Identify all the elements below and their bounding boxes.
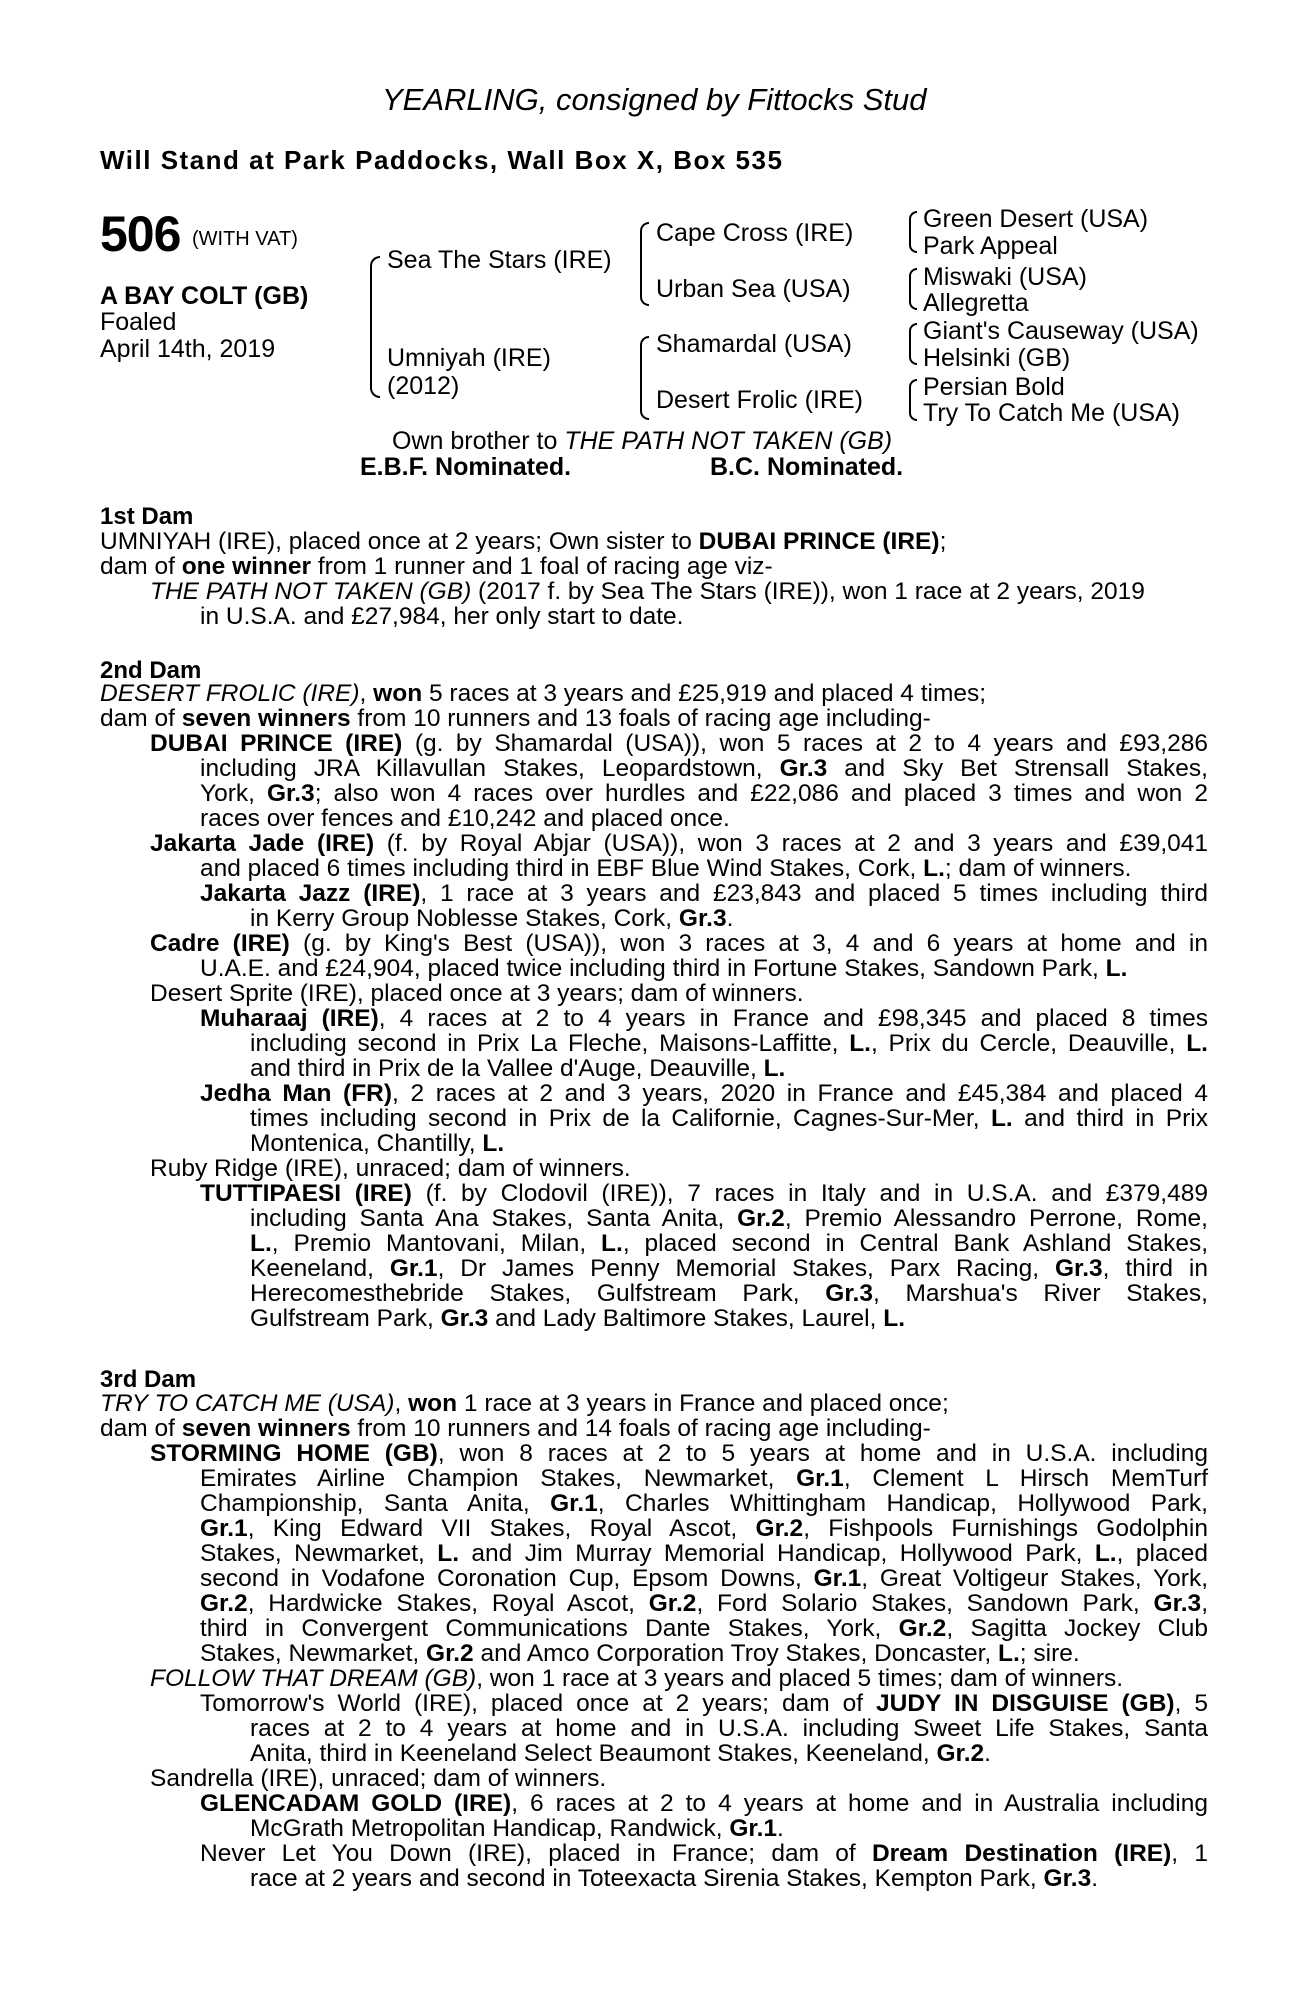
text-run: Gr.3 [440, 1305, 489, 1332]
text-run: STORMING HOME (GB) [150, 1440, 438, 1467]
text-run: won [373, 680, 423, 707]
progeny-line [200, 881, 1208, 906]
progeny-line [250, 1256, 1208, 1281]
pedigree-brace-main [370, 256, 380, 398]
progeny-line [150, 931, 1208, 956]
text-run: L. [437, 1540, 460, 1567]
progeny-line: races over fences and £10,242 and placed once. [200, 805, 730, 832]
text-run: ; sire. [1019, 1640, 1080, 1667]
text-run: Gr.3 [825, 1280, 873, 1307]
third-dam-line [100, 1416, 931, 1441]
sire: Sea The Stars (IRE) [387, 246, 612, 274]
text-run: , won 8 races at 2 to 5 years at home and in U.S.A. including [437, 1440, 1209, 1467]
text-run: ; dam of winners. [944, 855, 1132, 882]
text-run: , 5 [1174, 1690, 1208, 1717]
text-run: Gulfstream Park, [250, 1305, 441, 1332]
text-run: U.A.E. and £24,904, placed twice including third in Fortune Stakes, Sandown Park, [200, 955, 1106, 982]
text-run: Gr.1 [389, 1255, 438, 1282]
text-run: (g. by King's Best (USA)), won 3 races at 3, 4 and 6 years at home and in [289, 930, 1208, 957]
text-run: , Charles Whittingham Handicap, Hollywood Park, [597, 1490, 1208, 1517]
text-run: Gr.3 [779, 755, 828, 782]
text-run: Tomorrow's World (IRE), placed once at 2 years; dam of [200, 1690, 877, 1717]
text-run: Dream Destination (IRE) [871, 1840, 1172, 1867]
text-run: , Dr James Penny Memorial Stakes, Parx Racing, [437, 1255, 1055, 1282]
text-run: , [394, 1390, 409, 1417]
progeny-line [200, 756, 1208, 781]
first-dam-line [100, 529, 946, 554]
progeny-line [150, 831, 1208, 856]
text-run: Muharaaj (IRE) [200, 1005, 379, 1032]
foaled-label: Foaled [100, 308, 177, 336]
progeny-line [200, 1006, 1208, 1031]
progeny-line [250, 1866, 1098, 1891]
text-run: . [777, 1815, 784, 1842]
progeny-line [200, 1616, 1208, 1641]
sire-dam: Urban Sea (USA) [656, 275, 851, 303]
text-run: McGrath Metropolitan Handicap, Randwick, [250, 1815, 730, 1842]
text-run: GLENCADAM GOLD (IRE) [200, 1790, 512, 1817]
text-run: L. [923, 855, 945, 882]
text-run: Gr.2 [648, 1590, 697, 1617]
text-run: ; also won 4 races over hurdles and £22,086 and placed 3 times and won 2 [314, 780, 1208, 807]
text-run: Stakes, Newmarket, [200, 1540, 438, 1567]
text-run: THE PATH NOT TAKEN (GB) [564, 427, 893, 455]
text-run: L. [1094, 1540, 1117, 1567]
granddam-2: Park Appeal [923, 232, 1058, 260]
text-run: JUDY IN DISGUISE (GB) [876, 1690, 1175, 1717]
text-run: Gr.1 [796, 1465, 844, 1492]
granddam-4: Allegretta [923, 289, 1029, 317]
text-run: UMNIYAH (IRE), placed once at 2 years; Own sister to [100, 528, 699, 555]
text-run: seven winners [181, 705, 351, 732]
text-run: from 10 runners and 13 foals of racing age including- [350, 705, 931, 732]
text-run: , [359, 680, 374, 707]
text-run: , King Edward VII Stakes, Royal Ascot, [247, 1515, 756, 1542]
text-run: L. [763, 1055, 786, 1082]
text-run: and Jim Murray Memorial Handicap, Hollywood Park, [459, 1540, 1095, 1567]
third-dam-heading: 3rd Dam [100, 1366, 197, 1393]
text-run: Gr.2 [200, 1590, 248, 1617]
progeny-line [200, 1181, 1208, 1206]
lot-name: A BAY COLT (GB) [100, 282, 309, 310]
text-run: York, [200, 780, 267, 807]
first-dam-heading: 1st Dam [100, 503, 194, 530]
text-run: including Santa Ana Stakes, Santa Anita, [250, 1205, 738, 1232]
text-run: DESERT FROLIC (IRE) [100, 680, 360, 707]
text-run: Gr.3 [1153, 1590, 1202, 1617]
text-run: Gr.1 [550, 1490, 598, 1517]
text-run: L. [250, 1230, 272, 1257]
text-run: and third in Prix de la Vallee d'Auge, Deauville, [250, 1055, 764, 1082]
text-run: and third in Prix [1012, 1105, 1208, 1132]
text-run: Keeneland, [250, 1255, 390, 1282]
progeny-line [250, 1056, 785, 1081]
own-brother-note [392, 428, 892, 454]
progeny-line [200, 956, 1127, 981]
text-run: THE PATH NOT TAKEN (GB) [150, 578, 472, 605]
text-run: Gr.2 [898, 1615, 947, 1642]
progeny-line [200, 856, 1131, 881]
text-run: from 10 runners and 14 foals of racing age including- [350, 1415, 931, 1442]
grandsire-3: Miswaki (USA) [923, 263, 1087, 291]
text-run: (g. by Shamardal (USA)), won 5 races at 2 to 4 years and £93,286 [402, 730, 1208, 757]
text-run: including JRA Killavullan Stakes, Leopardstown, [200, 755, 780, 782]
pedigree-brace-sire [640, 222, 649, 306]
brace-g78 [909, 379, 917, 421]
text-run: , 1 race at 3 years and £23,843 and placed 5 times including third [420, 880, 1208, 907]
text-run: , Premio Mantovani, Milan, [271, 1230, 602, 1257]
text-run: Montenica, Chantilly, [250, 1130, 483, 1157]
bc-nominated: B.C. Nominated. [710, 453, 904, 481]
brace-g12 [909, 211, 917, 253]
text-run: one winner [181, 553, 312, 580]
progeny-line [200, 1841, 1208, 1866]
text-run: TRY TO CATCH ME (USA) [100, 1390, 395, 1417]
text-run: and Amco Corporation Troy Stakes, Doncaster, [473, 1640, 998, 1667]
dam: Umniyah (IRE) [387, 344, 551, 372]
progeny-line [250, 1741, 991, 1766]
progeny-line [200, 1541, 1208, 1566]
text-run: L. [1186, 1030, 1208, 1057]
progeny-line [250, 906, 733, 931]
progeny-line: Desert Sprite (IRE), placed once at 3 years; dam of winners. [150, 980, 804, 1007]
text-run: times including second in Prix de la Californie, Cagnes-Sur-Mer, [250, 1105, 991, 1132]
dam-sire: Shamardal (USA) [656, 330, 852, 358]
text-run: (f. by Royal Abjar (USA)), won 3 races at 2 and 3 years and £39,041 [374, 830, 1209, 857]
progeny-line [250, 1816, 784, 1841]
text-run: Gr.3 [678, 905, 727, 932]
grandsire-1: Green Desert (USA) [923, 205, 1149, 233]
text-run: , Ford Solario Stakes, Sandown Park, [696, 1590, 1154, 1617]
text-run: won [408, 1390, 458, 1417]
text-run: including second in Prix La Fleche, Maisons-Laffitte, [250, 1030, 850, 1057]
progeny-line [200, 1591, 1208, 1616]
text-run: and placed 6 times including third in EBF Blue Wind Stakes, Cork, [200, 855, 924, 882]
text-run: Own brother to [392, 427, 565, 455]
progeny-line [200, 1081, 1208, 1106]
first-dam-line: in U.S.A. and £27,984, her only start to date. [200, 603, 684, 630]
text-run: , Fishpools Furnishings Godolphin [803, 1515, 1209, 1542]
text-run: L. [482, 1130, 505, 1157]
text-run: , placed second in Central Bank Ashland Stakes, [622, 1230, 1209, 1257]
second-dam-line [100, 681, 986, 706]
text-run: Gr.3 [1043, 1865, 1092, 1892]
progeny-line [200, 1491, 1208, 1516]
granddam-6: Helsinki (GB) [923, 344, 1071, 372]
progeny-line: races at 2 to 4 years at home and in U.S.A. including Sweet Life Stakes, Santa [250, 1715, 1208, 1742]
text-run: dam of [100, 553, 182, 580]
text-run: dam of [100, 1415, 182, 1442]
foaled-date: April 14th, 2019 [100, 335, 276, 363]
third-dam-line [100, 1391, 949, 1416]
progeny-line [200, 1466, 1208, 1491]
sire-sire: Cape Cross (IRE) [656, 219, 854, 247]
progeny-line [250, 1131, 504, 1156]
progeny-line [200, 1691, 1208, 1716]
text-run: , Marshua's River Stakes, [872, 1280, 1208, 1307]
text-run: L. [883, 1305, 906, 1332]
text-run: , Premio Alessandro Perrone, Rome, [784, 1205, 1208, 1232]
text-run: (f. by Clodovil (IRE)), 7 races in Italy and in U.S.A. and £379,489 [411, 1180, 1208, 1207]
text-run: Gr.3 [1054, 1255, 1103, 1282]
text-run: . [726, 905, 734, 932]
progeny-line [200, 1791, 1208, 1816]
grandsire-5: Giant's Causeway (USA) [923, 317, 1199, 345]
progeny-line [250, 1306, 905, 1331]
text-run: , Sagitta Jockey Club [946, 1615, 1208, 1642]
progeny-line [250, 1231, 1208, 1256]
text-run: Anita, third in Keeneland Select Beaumont Stakes, Keeneland, [250, 1740, 937, 1767]
text-run: Gr.1 [813, 1565, 862, 1592]
text-run: , Prix du Cercle, Deauville, [870, 1030, 1187, 1057]
progeny-line [200, 1566, 1208, 1591]
text-run: seven winners [181, 1415, 351, 1442]
consignor-heading: YEARLING, consigned by Fittocks Stud [382, 82, 927, 117]
ebf-nominated: E.B.F. Nominated. [360, 453, 572, 481]
second-dam-heading: 2nd Dam [100, 657, 202, 684]
vat-label: (WITH VAT) [192, 228, 298, 250]
text-run: second in Vodafone Coronation Cup, Epsom Downs, [200, 1565, 814, 1592]
brace-g56 [909, 323, 917, 365]
text-run: from 1 runner and 1 foal of racing age viz- [311, 553, 773, 580]
dam-year: (2012) [387, 372, 460, 400]
text-run: , placed [1116, 1540, 1209, 1567]
text-run: Jakarta Jade (IRE) [150, 830, 375, 857]
text-run: DUBAI PRINCE (IRE) [698, 528, 940, 555]
text-run: . [984, 1740, 991, 1767]
progeny-line [150, 1441, 1208, 1466]
dam-dam: Desert Frolic (IRE) [656, 386, 863, 414]
pedigree-brace-dam [640, 336, 649, 420]
grandsire-7: Persian Bold [923, 373, 1065, 401]
text-run: Gr.2 [936, 1740, 985, 1767]
text-run: L. [601, 1230, 623, 1257]
text-run: L. [849, 1030, 871, 1057]
text-run: . [1091, 1865, 1099, 1892]
text-run: , third in [1102, 1255, 1208, 1282]
text-run: Stakes, Newmarket, [200, 1640, 427, 1667]
text-run: L. [998, 1640, 1020, 1667]
text-run: Gr.2 [426, 1640, 474, 1667]
progeny-line: Ruby Ridge (IRE), unraced; dam of winners. [150, 1155, 631, 1182]
progeny-line [150, 731, 1208, 756]
second-dam-line [100, 706, 931, 731]
text-run: 5 races at 3 years and £25,919 and placed 4 times; [422, 680, 987, 707]
progeny-line [200, 781, 1208, 806]
text-run: , 6 races at 2 to 4 years at home and in Australia including [511, 1790, 1208, 1817]
progeny-line [150, 1666, 1123, 1691]
lot-number: 506 [100, 206, 181, 262]
text-run: third in Convergent Communications Dante Stakes, York, [200, 1615, 899, 1642]
text-run: Jakarta Jazz (IRE) [200, 880, 421, 907]
text-run: , 1 [1171, 1840, 1208, 1867]
progeny-line [250, 1281, 1208, 1306]
progeny-line [200, 1516, 1208, 1541]
text-run: ; [939, 528, 947, 555]
brace-g34 [909, 268, 917, 310]
text-run: , Hardwicke Stakes, Royal Ascot, [247, 1590, 649, 1617]
first-dam-line [150, 579, 1145, 604]
text-run: , 2 races at 2 and 3 years, 2020 in France and £45,384 and placed 4 [392, 1080, 1209, 1107]
text-run: Gr.2 [755, 1515, 804, 1542]
text-run: FOLLOW THAT DREAM (GB) [150, 1665, 477, 1692]
text-run: Gr.2 [737, 1205, 785, 1232]
text-run: , won 1 race at 3 years and placed 5 times; dam of winners. [476, 1665, 1124, 1692]
text-run: , [1201, 1590, 1209, 1617]
text-run: and Sky Bet Strensall Stakes, [827, 755, 1208, 782]
text-run: Gr.3 [267, 780, 315, 807]
text-run: Gr.1 [200, 1515, 248, 1542]
text-run: and Lady Baltimore Stakes, Laurel, [488, 1305, 884, 1332]
text-run: , Clement L Hirsch MemTurf [843, 1465, 1208, 1492]
text-run: , 4 races at 2 to 4 years in France and £98,345 and placed 8 times [378, 1005, 1208, 1032]
progeny-line [250, 1031, 1208, 1056]
progeny-line: Sandrella (IRE), unraced; dam of winners. [150, 1765, 607, 1792]
text-run: Championship, Santa Anita, [200, 1490, 551, 1517]
text-run: Never Let You Down (IRE), placed in France; dam of [200, 1840, 872, 1867]
progeny-line [250, 1206, 1208, 1231]
text-run: dam of [100, 705, 182, 732]
text-run: L. [990, 1105, 1013, 1132]
progeny-line [200, 1641, 1080, 1666]
text-run: in Kerry Group Noblesse Stakes, Cork, [250, 905, 679, 932]
text-run: Gr.1 [729, 1815, 778, 1842]
progeny-line [250, 1106, 1208, 1131]
first-dam-line [100, 554, 773, 579]
text-run: Emirates Airline Champion Stakes, Newmarket, [200, 1465, 797, 1492]
text-run: , Great Voltigeur Stakes, York, [861, 1565, 1208, 1592]
granddam-8: Try To Catch Me (USA) [923, 399, 1180, 427]
text-run: (2017 f. by Sea The Stars (IRE)), won 1 race at 2 years, 2019 [471, 578, 1145, 605]
text-run: TUTTIPAESI (IRE) [200, 1180, 412, 1207]
text-run: Jedha Man (FR) [200, 1080, 393, 1107]
text-run: L. [1105, 955, 1128, 982]
stand-location: Will Stand at Park Paddocks, Wall Box X, Box 535 [100, 145, 784, 175]
text-run: Herecomesthebride Stakes, Gulfstream Park, [250, 1280, 826, 1307]
text-run: race at 2 years and second in Toteexacta Sirenia Stakes, Kempton Park, [250, 1865, 1044, 1892]
text-run: DUBAI PRINCE (IRE) [150, 730, 403, 757]
text-run: Cadre (IRE) [150, 930, 290, 957]
text-run: 1 race at 3 years in France and placed once; [457, 1390, 949, 1417]
